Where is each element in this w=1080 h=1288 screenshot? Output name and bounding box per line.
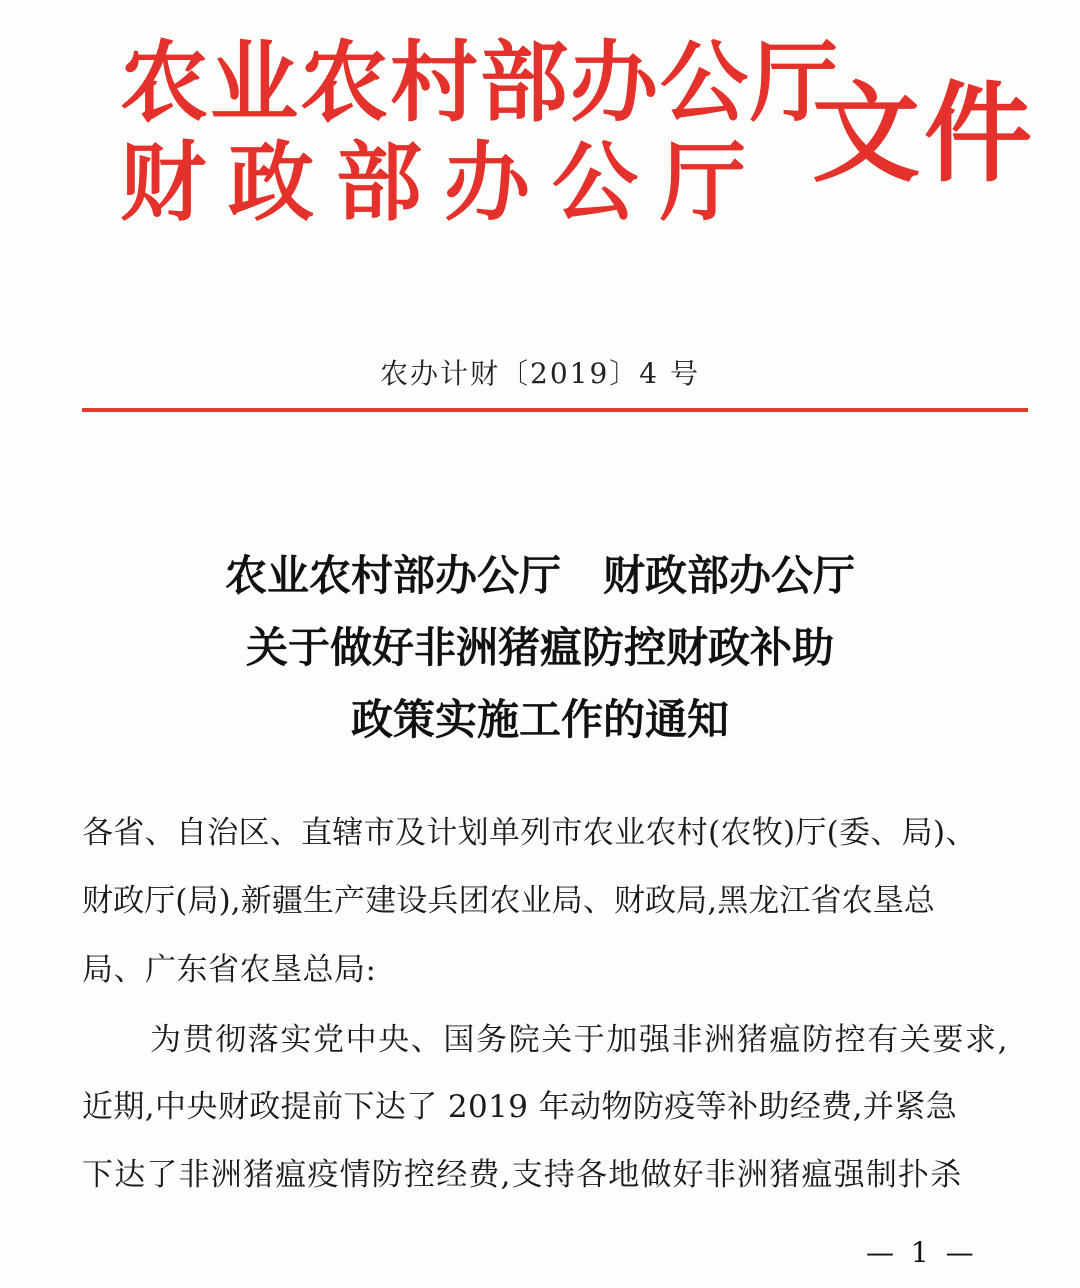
issuer-agriculture-office: 农业农村部办公厅 bbox=[120, 30, 841, 134]
addressee-line-1: 各省、自治区、直辖市及计划单列市农业农村(农牧)厅(委、局)、 bbox=[82, 815, 977, 851]
addressee-line-3: 局、广东省农垦总局: bbox=[82, 952, 377, 988]
body-paragraph-line-1: 为贯彻落实党中央、国务院关于加强非洲猪瘟防控有关要求, bbox=[150, 1022, 1010, 1058]
document-title bbox=[0, 540, 1080, 756]
document-label: 文件 bbox=[812, 71, 1037, 197]
title-line-1 bbox=[0, 540, 1080, 612]
title-issuer-1: 农业农村部办公厅 bbox=[224, 551, 561, 600]
title-line-2: 关于做好非洲猪瘟防控财政补助 bbox=[245, 623, 834, 672]
body-paragraph-line-3: 下达了非洲猪瘟疫情防控经费,支持各地做好非洲猪瘟强制扑杀 bbox=[82, 1157, 963, 1193]
title-issuer-2: 财政部办公厅 bbox=[603, 551, 856, 600]
red-separator-line bbox=[82, 408, 1028, 412]
page-number: — 1 — bbox=[866, 1236, 978, 1269]
addressee-line-2: 财政厅(局),新疆生产建设兵团农业局、财政局,黑龙江省农垦总 bbox=[82, 883, 935, 919]
body-paragraph-line-2: 近期,中央财政提前下达了 2019 年动物防疫等补助经费,并紧急 bbox=[82, 1089, 958, 1125]
issuer-finance-office: 财政部办公厅 bbox=[120, 132, 768, 233]
document-number: 农办计财〔2019〕4 号 bbox=[380, 357, 700, 390]
title-line-3: 政策实施工作的通知 bbox=[350, 695, 729, 744]
